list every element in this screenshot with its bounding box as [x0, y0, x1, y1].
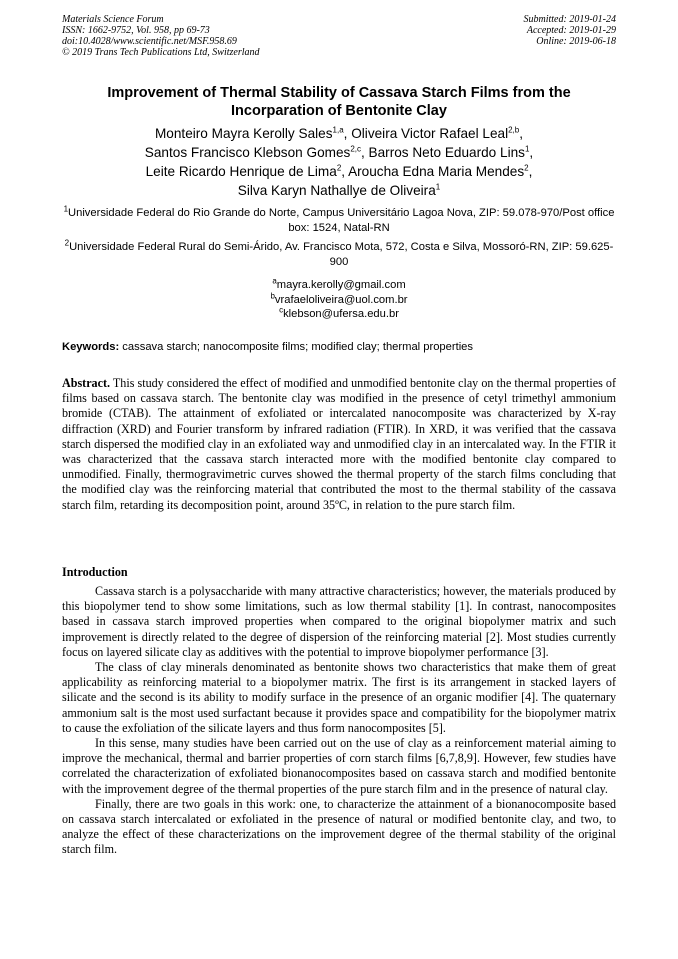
- introduction-body: [62, 584, 616, 858]
- dates-info: [524, 14, 617, 47]
- author-line-4: [62, 181, 616, 200]
- author-sup: 1,a: [332, 125, 344, 135]
- author-name: Santos Francisco Klebson Gomes: [144, 145, 351, 160]
- author-sup: 1: [524, 144, 530, 154]
- author-sep: ,: [528, 164, 533, 179]
- affiliation-2: [62, 240, 616, 270]
- abstract-text: This study considered the effect of modified and unmodified bentonite clay on the thermal properties of films based on cassava starch. The bentonite clay was modified in the presence of cetyl trimethyl ammonium bromide (CTAB). The attainment of exfoliated or intercalated nanocomposite was characterized by X-ray diffraction (XRD) and Fourier transform by infrared radiation (FTIR). In XRD, it was verified that the cassava starch dispersed the modified clay in an exfoliated way and unmodified clay in an intercalated way. In the FTIR it was characterized that the cassava starch interacted more with the modified bentonite clay compared to unmodified. Finally, thermogravimetric curves showed the thermal property of the starch films concluding that the modified clay was the reinforcing material that contributed the most to the thermal stability of the cassava starch film, retarding its decomposition point, around 35ºC, in relation to the pure starch film.: [62, 376, 616, 512]
- author-sep: ,: [519, 126, 524, 141]
- author-name: Monteiro Mayra Kerolly Sales: [154, 126, 333, 141]
- paragraph: The class of clay minerals denominated as bentonite shows two characteristics that make them of great applicability as reinforcing material to a biopolymer matrix. The first is its arrangement in stacked layers of silicate and the second is its ability to modify surface in the presence of an organic modifier [4]. The quaternary ammonium salt is the most used surfactant because it provides space and compatibility for the biopolymer matrix to cause the exfoliation of the silicate layers and thus form nanocomposites [5].: [62, 660, 616, 735]
- email-item: [62, 307, 616, 322]
- author-sep: ,: [360, 145, 369, 160]
- author-sep: ,: [529, 145, 534, 160]
- email-sup: c: [279, 305, 284, 315]
- author-sup: 1: [435, 182, 441, 192]
- publication-info: [62, 14, 260, 58]
- email-item: [62, 278, 616, 293]
- submitted-date: Submitted: 2019-01-24: [523, 14, 616, 25]
- email-address: mayra.kerolly@gmail.com: [276, 279, 406, 291]
- title-line-2: Incorparation of Bentonite Clay: [231, 103, 447, 119]
- author-sup: 2,c: [350, 144, 361, 154]
- keywords-label: Keywords:: [62, 341, 120, 353]
- issn-info: ISSN: 1662-9752, Vol. 958, pp 69-73: [62, 25, 210, 36]
- email-list: [62, 278, 616, 322]
- author-name: Aroucha Edna Maria Mendes: [348, 164, 525, 179]
- paper-title: [62, 84, 616, 120]
- email-sup: b: [270, 290, 275, 300]
- author-line-2: [62, 143, 616, 162]
- section-heading-introduction: Introduction: [62, 565, 128, 579]
- author-list: [62, 124, 616, 200]
- author-line-3: [62, 162, 616, 181]
- keywords-text: cassava starch; nanocomposite films; modified clay; thermal properties: [119, 341, 474, 353]
- online-date: Online: 2019-06-18: [536, 36, 616, 47]
- paragraph: Finally, there are two goals in this work: one, to characterize the attainment of a bionanocomposite based on cassava starch intercalated or exfoliated in the presence of natural or modified bentonite clay, and two, to analyze the effect of these characterizations on the improvement degree of the thermal stability of the original starch film.: [62, 796, 616, 857]
- affiliation-sup: 1: [63, 204, 69, 214]
- email-address: vrafaeloliveira@uol.com.br: [274, 293, 408, 306]
- author-sup: 2: [336, 163, 342, 173]
- email-item: [62, 290, 616, 308]
- author-sep: ,: [341, 164, 349, 179]
- affiliation-text: Universidade Federal Rural do Semi-Árido, Av. Francisco Mota, 572, Costa e Silva, Mossoró-RN, ZIP: 59.625-900: [69, 241, 614, 268]
- paragraph: Cassava starch is a polysaccharide with many attractive characteristics; however, the materials produced by this biopolymer tend to show some limitations, such as low thermal stability [1]. In contrast, nanocomposites based in cassava starch improved properties when compared to the original biopolymer matrix and such improvement is directly related to the degree of dispersion of the reinforcing material [2]. Most studies currently focus on layered silicate clay as additives with the potential to improve biopolymer performance [3].: [62, 584, 616, 659]
- abstract: [62, 376, 616, 513]
- abstract-label: Abstract.: [62, 376, 111, 390]
- affiliation-sup: 2: [64, 238, 70, 248]
- affiliation-text: Universidade Federal do Rio Grande do Norte, Campus Universitário Lagoa Nova, ZIP: 59.078-970/Post office box: 1524, Natal-RN: [68, 207, 615, 234]
- affiliation-1: [62, 206, 616, 236]
- author-name: Leite Ricardo Henrique de Lima: [145, 164, 337, 179]
- keywords: [62, 340, 616, 354]
- author-sup: 2,b: [508, 125, 520, 135]
- author-name: Silva Karyn Nathallye de Oliveira: [237, 183, 436, 198]
- author-sep: ,: [343, 126, 352, 141]
- author-name: Oliveira Victor Rafael Leal: [351, 126, 509, 141]
- author-name: Barros Neto Eduardo Lins: [368, 145, 525, 160]
- doi-info: doi:10.4028/www.scientific.net/MSF.958.69: [62, 36, 237, 47]
- email-address: klebson@ufersa.edu.br: [283, 308, 399, 320]
- email-sup: a: [272, 276, 277, 286]
- copyright-info: © 2019 Trans Tech Publications Ltd, Switzerland: [62, 47, 260, 58]
- journal-name: Materials Science Forum: [62, 14, 164, 25]
- author-sup: 2: [524, 163, 529, 173]
- paragraph: In this sense, many studies have been carried out on the use of clay as a reinforcement material aiming to improve the mechanical, thermal and barrier properties of corn starch films [6,7,8,9]. However, few studies have correlated the characterization of exfoliated bionanocomposites based on cassava starch and modified bentonite with the improvement degree of the thermal properties of the pure starch film and in the presence of natural clay.: [62, 736, 616, 796]
- author-line-1: [62, 124, 616, 143]
- title-line-1: Improvement of Thermal Stability of Cassava Starch Films from the: [107, 85, 571, 101]
- accepted-date: Accepted: 2019-01-29: [526, 25, 616, 36]
